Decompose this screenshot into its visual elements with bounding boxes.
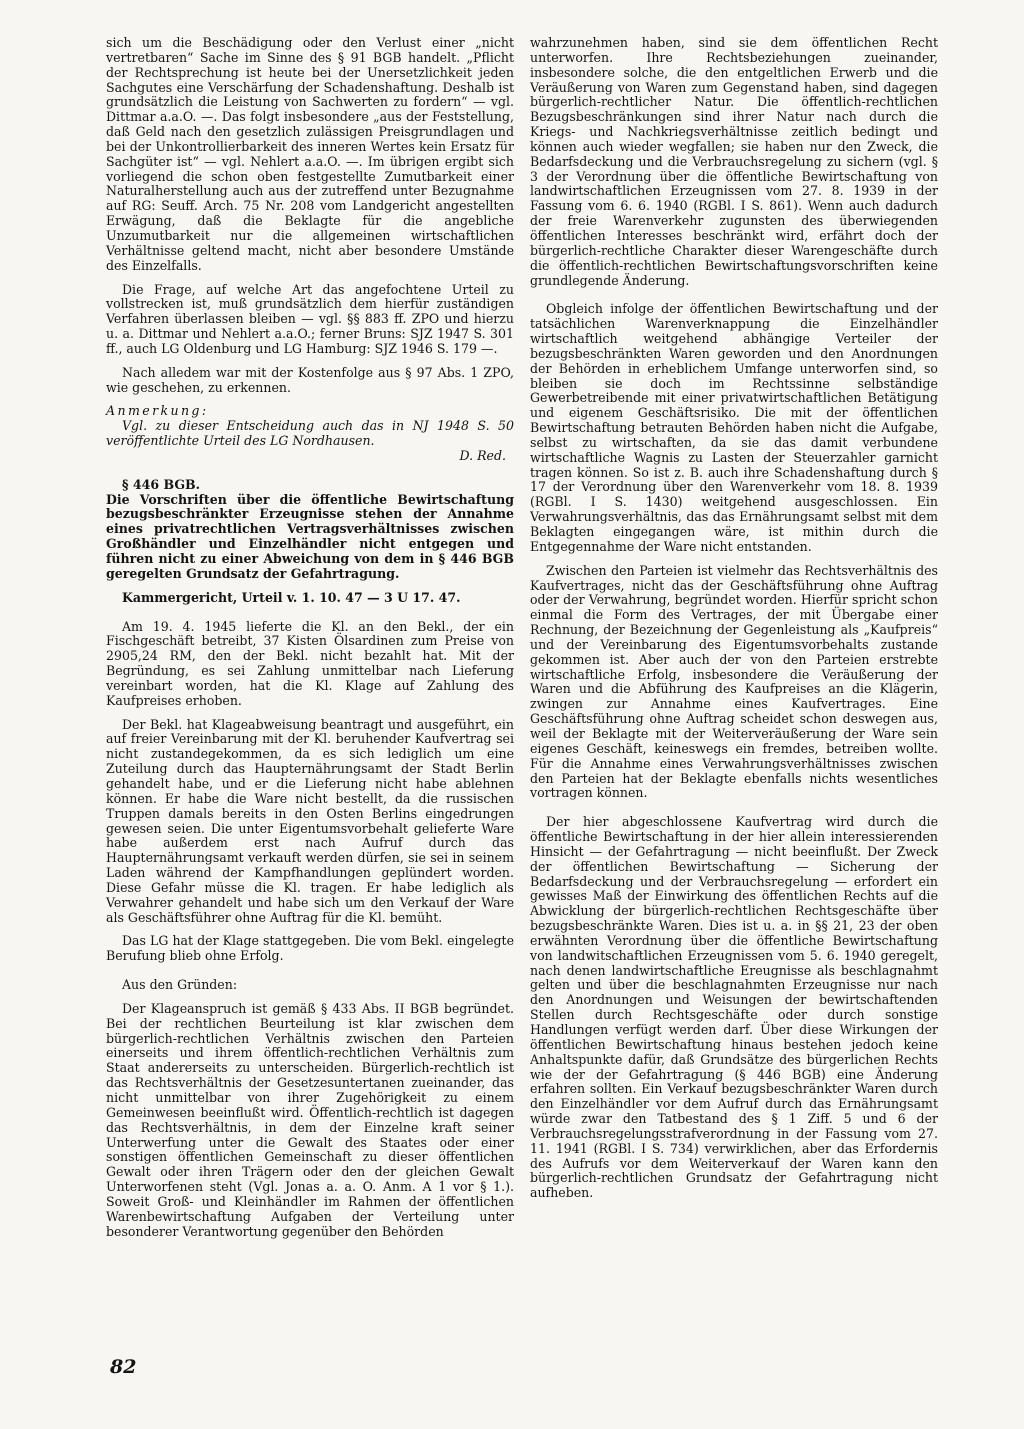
paragraph: Am 19. 4. 1945 lieferte die Kl. an den Bekl., der ein Fischgeschäft betreibt, 37 Kisten Ölsardinen zum Preise von 2905,24 RM, den der Bekl. nicht bezahlt hat. Mit der Begründung, es sei Zahlung unmittelbar nach Lieferung vereinbart worden, hat die Kl. Klage auf Zahlung des Kaufpreises erhoben. <box>106 618 514 708</box>
note-signature: D. Red. <box>459 447 506 463</box>
grounds-heading: Aus den Gründen: <box>122 977 238 993</box>
case-citation: Kammergericht, Urteil v. 1. 10. 47 — 3 U 17. 47. <box>122 589 461 605</box>
note-heading: Anmerkung: <box>106 403 209 419</box>
paragraph: Das LG hat der Klage stattgegeben. Die vom Bekl. eingelegte Berufung blieb ohne Erfolg. <box>106 933 514 964</box>
paragraph: Nach alledem war mit der Kostenfolge aus § 97 Abs. 1 ZPO, wie geschehen, zu erkennen. <box>106 364 514 395</box>
paragraph: Die Frage, auf welche Art das angefochtene Urteil zu vollstrecken ist, muß grundsätzlich dem hierfür zuständigen Verfahren überlassen bleiben — vgl. §§ 883 ff. ZPO und hierzu u. a. Dittmar und Nehlert a.a.O.; ferner Bruns: SJZ 1947 S. 301 ff., auch LG Oldenburg und LG Hamburg: SJZ 1946 S. 179 —. <box>106 281 514 356</box>
right-column <box>530 36 938 1201</box>
paragraph: sich um die Beschädigung oder den Verlust einer „nicht vertretbaren“ Sache im Sinne des § 91 BGB handelt. „Pflicht der Rechtsprechung ist heute bei der Unersetzlichkeit jeden Sachgutes eine Verschärfung der Schadenshaftung. Deshalb ist grundsätzlich die Leistung von Sachwerten zu fordern“ — vgl. Dittmar a.a.O. —. Das folgt insbesondere „aus der Feststellung, daß Geld nach den gesetzlich zulässigen Preisgrundlagen und bei der Unkontrollierbarkeit des inneren Wertes kein Ersatz für Sachgüter ist“ — vgl. Nehlert a.a.O. —. Im übrigen ergibt sich vorliegend die schon oben festgestellte Zumutbarkeit einer Naturalherstellung auch aus der zutreffend unter Bezugnahme auf RG: Seuff. Arch. 75 Nr. 208 vom Landgericht angestellten Erwägung, daß die Beklagte für die angebliche Unzumutbarkeit nur die allgemeinen wirtschaftlichen Verhältnisse geltend macht, nicht aber besondere Umstände des Einzelfalls. <box>106 35 514 273</box>
section-heading: § 446 BGB. <box>122 476 201 492</box>
paragraph: Der Klageanspruch ist gemäß § 433 Abs. II BGB begründet. Bei der rechtlichen Beurteilung ist klar zwischen dem bürgerlich-rechtlichen Verhältnis zwischen den Parteien einerseits und ihrem öffentlich-rechtlichen Verhältnis zum Staat andererseits zu unterscheiden. Bürgerlich-rechtlich ist das Rechtsverhältnis der Gesetzesuntertanen zueinander, das nicht unmittelbar von ihrer Zugehörigkeit zu einem Gemeinwesen beeinflußt wird. Öffentlich-rechtlich ist dagegen das Rechtsverhältnis, in dem der Einzelne kraft seiner Unterwerfung unter die Gewalt des Staates oder einer sonstigen öffentlichen Gemeinschaft zu dieser öffentlichen Gewalt oder ihren Trägern oder den der gleichen Gewalt Unterworfenen steht (Vgl. Jonas a. a. O. Anm. A 1 vor § 1.). Soweit Groß- und Kleinhändler im Rahmen der öffentlichen Warenbewirtschaftung Aufgaben der Verteilung unter besonderer Verantwortung gegenüber den Behörden <box>106 1000 514 1239</box>
paragraph: Der hier abgeschlossene Kaufvertrag wird durch die öffentliche Bewirtschaftung in der hier allein interessierenden Hinsicht — der Gefahrtragung — nicht beeinflußt. Der Zweck der öffentlichen Bewirtschaftung — Sicherung der Bedarfsdeckung und der Verbrauchsregelung — erfordert ein gewisses Maß der Einwirkung des öffentlichen Rechts auf die Abwicklung der bürgerlich-rechtlichen Rechtsgeschäfte über bezugsbeschränkte Waren. Dies ist u. a. in §§ 21, 23 der oben erwähnten Verordnung über die öffentliche Bewirtschaftung von landwitschaftlichen Erzeugnissen vom 5. 6. 1940 geregelt, nach denen landwirtschaftliche Ereugnisse als beschlagnahmt gelten und über die beschlagnahmten Erzeugnisse nur nach den Anordnungen und Weisungen der bewirtschaftenden Stellen durch Rechtsgeschäfte oder durch sonstige Handlungen verfügt werden darf. Über diese Wirkungen der öffentlichen Bewirtschaftung hinaus bestehen jedoch keine Anhaltspunkte dafür, daß Grundsätze des bürgerlichen Rechts wie der der Gefahrtragung (§ 446 BGB) eine Änderung erfahren sollten. Ein Verkauf bezugsbeschränkter Waren durch den Einzelhändler vor dem Aufruf durch das Ernährungsamt würde zwar den Tatbestand des § 1 Ziff. 5 und 6 der Verbrauchsregelungsstrafverordnung in der Fassung vom 27. 11. 1941 (RGBl. I S. 734) verwirklichen, aber das Erfordernis des Aufrufs vor dem Weiterverkauf der Waren kann den bürgerlich-rechtlichen Grundsatz der Gefahrtragung nicht aufheben. <box>530 814 938 1201</box>
paragraph: Der Bekl. hat Klageabweisung beantragt und ausgeführt, ein auf freier Vereinbarung mit der Kl. beruhender Kaufvertrag sei nicht zustandegekommen, da es sich lediglich um eine Zuteilung durch das Haupternährungsamt der Stadt Berlin gehandelt habe, und er die Lieferung nicht habe ablehnen können. Er habe die Ware nicht bestellt, da die russischen Truppen damals bereits in den Osten Berlins eingedrungen gewesen seien. Die unter Eigentumsvorbehalt gelieferte Ware habe außerdem erst nach Aufruf durch das Haupternährungsamt verkauft werden dürfen, sie sei in seinem Laden während der Kampfhandlungen geplündert worden. Diese Gefahr müsse die Kl. tragen. Er habe lediglich als Verwahrer gehandelt und habe sich um den Verkauf der Ware als Geschäftsführer ohne Auftrag für die Kl. bemüht. <box>106 716 514 925</box>
page-number: 82 <box>110 1356 137 1378</box>
left-column <box>106 36 514 1239</box>
paragraph: Obgleich infolge der öffentlichen Bewirtschaftung und der tatsächlichen Warenverknappung die Einzelhändler wirtschaftlich weitgehend abhängige Verteiler der bezugsbeschränkten Waren geworden und den Anordnungen der Behörden in erheblichem Umfange unterworfen sind, so bleiben sie doch im Rechtssinne selbständige Gewerbetreibende mit einer privatwirtschaftlichen Betätigung und eigenem Geschäftsrisiko. Die mit der öffentlichen Bewirtschaftung betrauten Behörden haben nicht die Aufgabe, selbst zu wirtschaften, da sie das damit verbundene wirtschaftliche Wagnis zu Lasten der Steuerzahler garnicht tragen können. So ist z. B. auch ihre Schadenshaftung durch § 17 der Verordnung über den Warenverkehr vom 18. 8. 1939 (RGBl. I S. 1430) weitgehend ausgeschlossen. Ein Verwahrungsverhältnis, das das Ernährungsamt selbst mit dem Beklagten eingegangen wäre, ist mithin durch die Entgegennahme der Ware nicht entstanden. <box>530 301 938 554</box>
note-text: Vgl. zu dieser Entscheidung auch das in NJ 1948 S. 50 veröffentlichte Urteil des LG Nordhausen. <box>106 418 514 449</box>
paragraph: wahrzunehmen haben, sind sie dem öffentlichen Recht unterworfen. Ihre Rechtsbeziehungen zueinander, insbesondere solche, die den entgeltlichen Erwerb und die Veräußerung von Waren zum Gegenstand haben, sind dagegen bürgerlich-rechtlicher Natur. Die öffentlich-rechtlichen Bezugsbeschränkungen sind ihrer Natur nach durch die Kriegs- und Nachkriegsverhältnisse zeitlich bedingt und können auch wieder wegfallen; sie haben nur den Zweck, die Bedarfsdeckung und die Verbrauchsregelung zu sichern (vgl. § 3 der Verordnung über die öffentliche Bewirtschaftung von landwirtschaftlichen Erzeugnissen vom 27. 8. 1939 in der Fassung vom 6. 6. 1940 (RGBl. I S. 861). Wenn auch dadurch der freie Warenverkehr zugunsten des überwiegenden öffentlichen Interesses beschränkt wird, erfährt doch der bürgerlich-rechtliche Charakter dieser Warengeschäfte durch die öffentlich-rechtlichen Bewirtschaftungsvorschriften keine grundlegende Änderung. <box>530 35 938 288</box>
paragraph: Zwischen den Parteien ist vielmehr das Rechtsverhältnis des Kaufvertrages, nicht das der Geschäftsführung ohne Auftrag oder der Verwahrung, begründet worden. Hierfür spricht schon einmal die Form des Vertrages, der mit Übergabe einer Rechnung, der Bezeichnung der Gegenleistung als „Kaufpreis“ und der Vereinbarung des Eigentumsvorbehalts zustande gekommen ist. Aber auch der von den Parteien erstrebte wirtschaftliche Erfolg, insbesondere die Veräußerung der Waren und die Abführung des Kaufpreises an die Klägerin, zwingen zur Annahme eines Kaufvertrages. Eine Geschäftsführung ohne Auftrag scheidet schon deswegen aus, weil der Beklagte mit der Weiterveräußerung der Ware sein eigenes Geschäft, keineswegs ein fremdes, betreiben wollte. Für die Annahme eines Verwahrungsverhältnisses zwischen den Parteien hat der Beklagte ebenfalls nichts wesentliches vortragen können. <box>530 562 938 801</box>
case-summary: Die Vorschriften über die öffentliche Bewirtschaftung bezugsbeschränkter Erzeugnisse stehen der Annahme eines privatrechtlichen Vertragsverhältnisses zwischen Großhändler und Einzelhändler nicht entgegen und führen nicht zu einer Abweichung von dem in § 446 BGB geregelten Grundsatz der Gefahrtragung. <box>106 491 514 581</box>
